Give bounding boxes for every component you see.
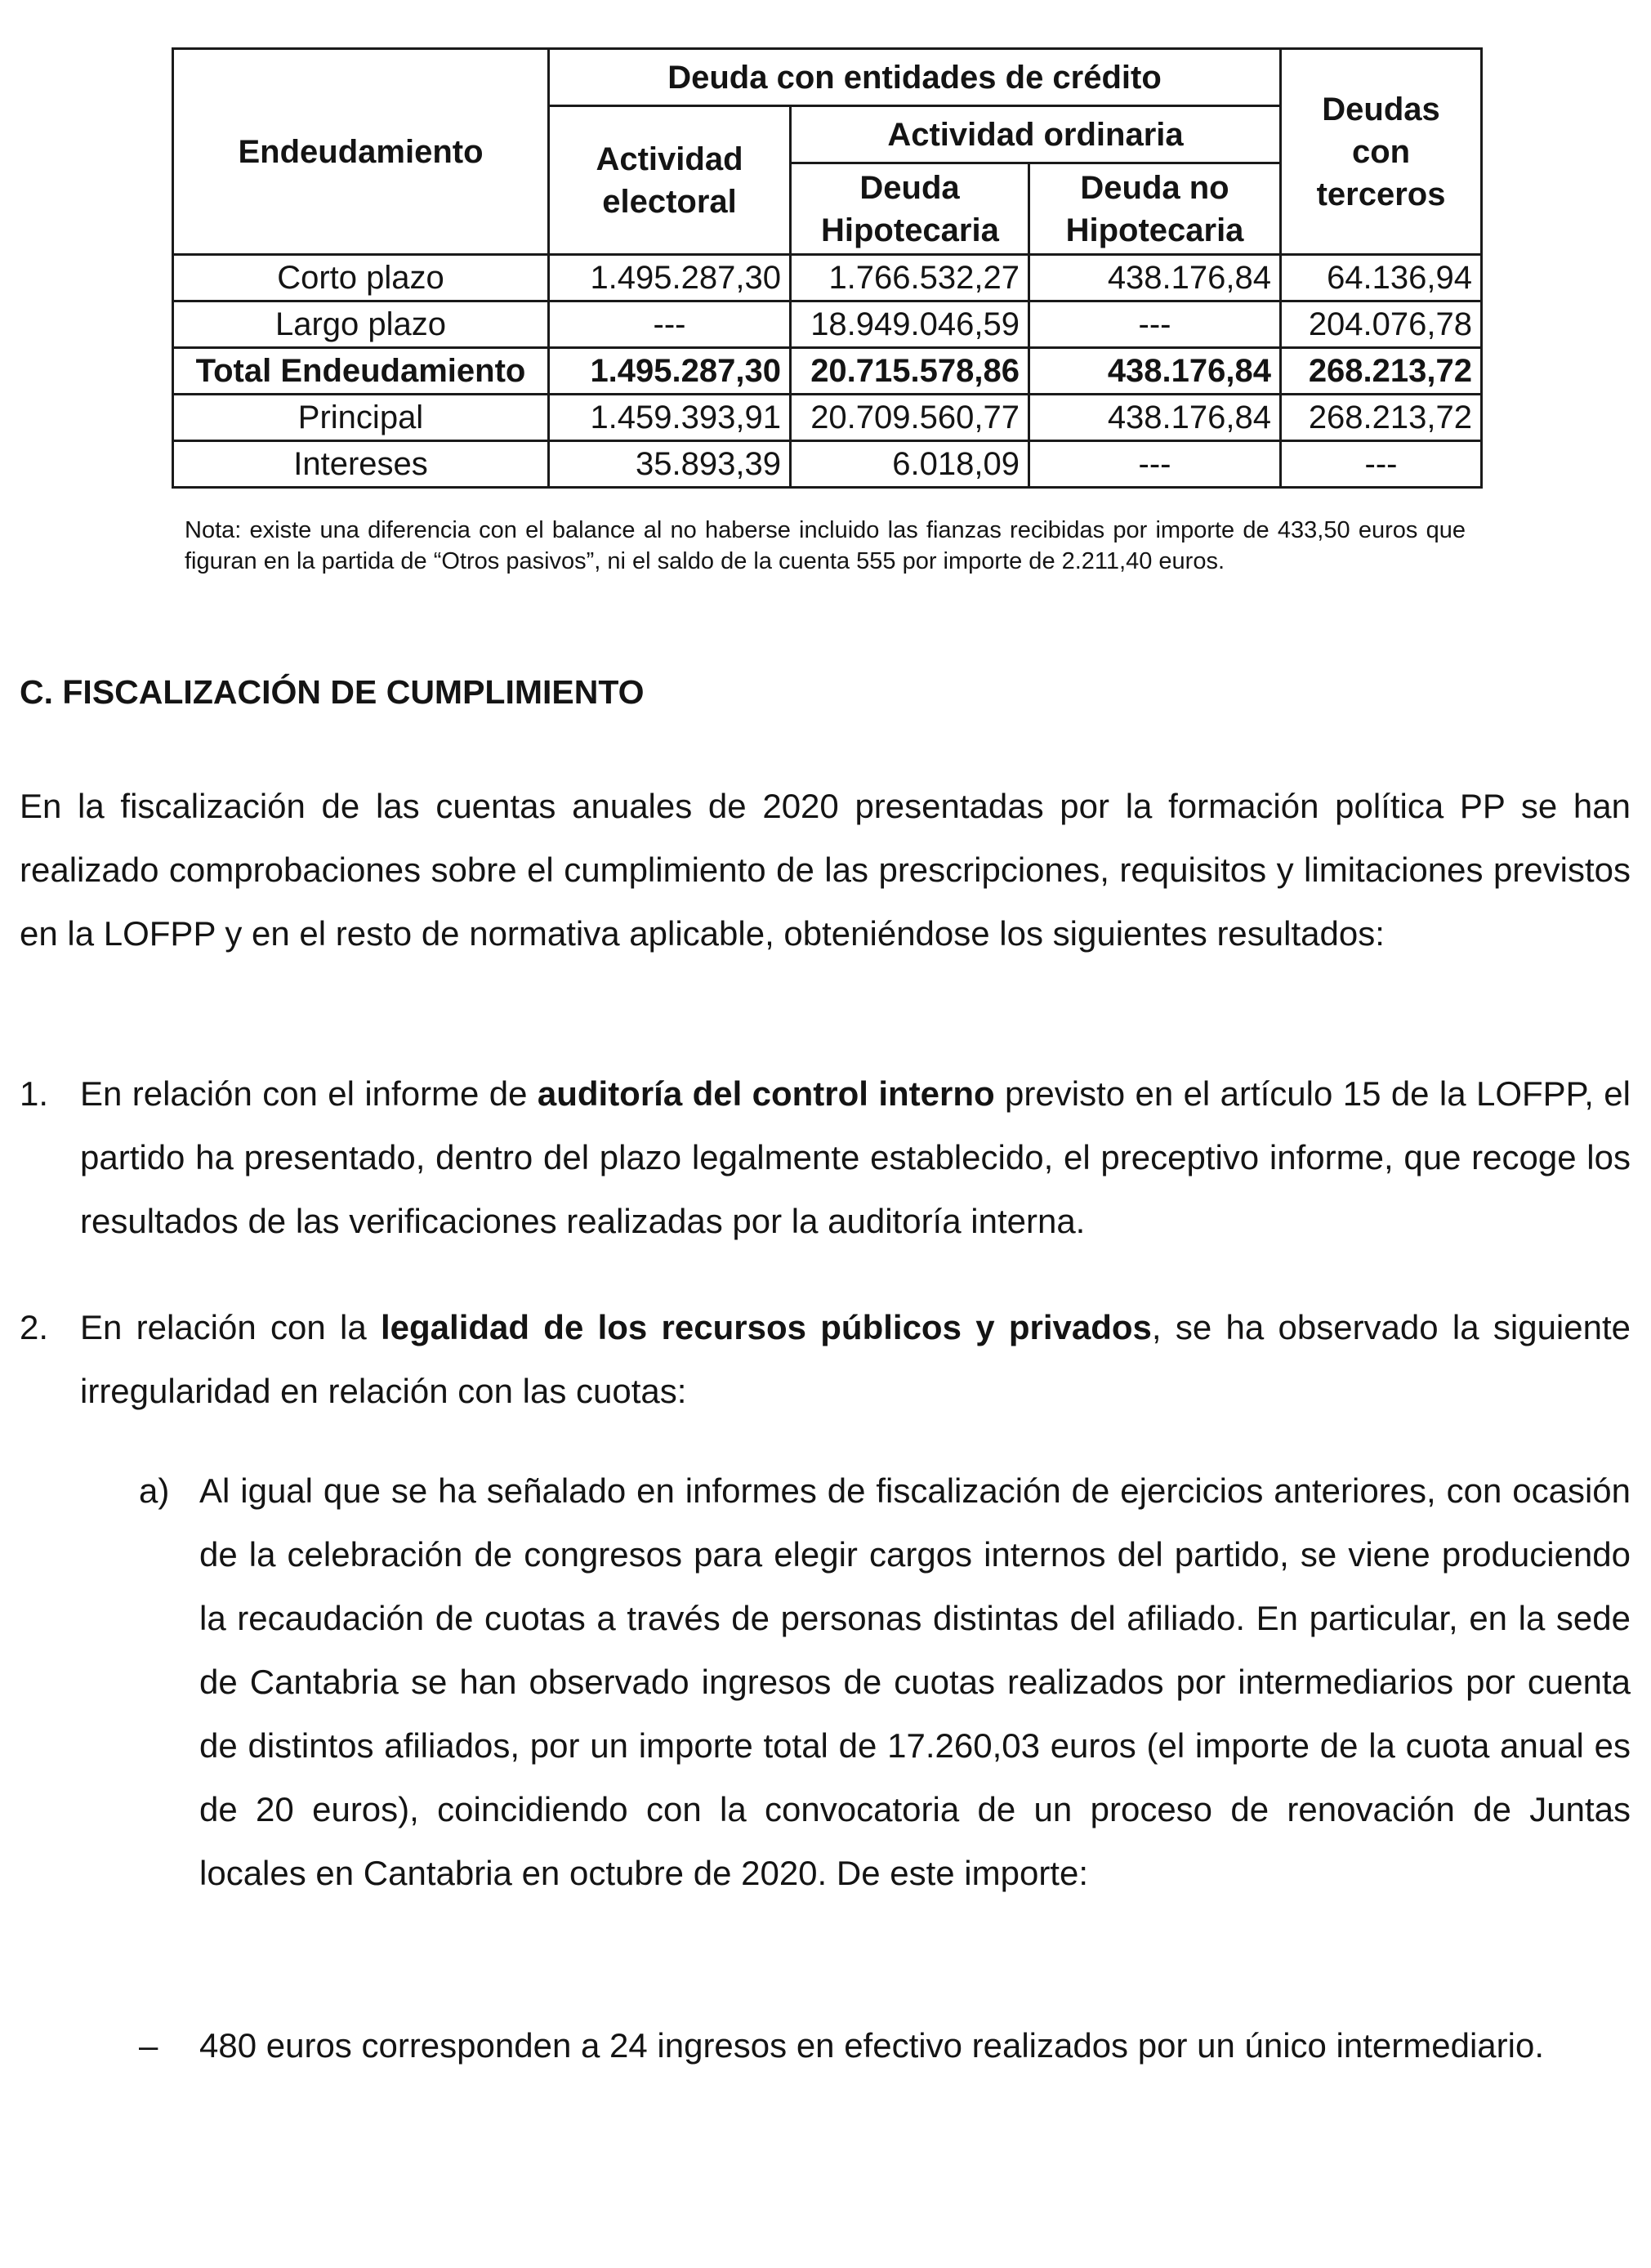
list-marker: a) [139,1471,170,1510]
list-item-text: 480 euros corresponden a 24 ingresos en efectivo realizados por un único intermediario. [199,2026,1544,2065]
cell-electoral: 35.893,39 [549,441,791,488]
header-deuda-entidades: Deuda con entidades de crédito [549,49,1281,106]
cell-no-hipotecaria: --- [1029,301,1281,348]
list-item-dash [139,2014,1631,2145]
cell-electoral: 1.459.393,91 [549,395,791,441]
cell-terceros: 64.136,94 [1281,255,1482,301]
list-item-2 [20,1296,1631,1426]
cell-electoral: 1.495.287,30 [549,348,791,395]
bold-text: legalidad de los recursos públicos y privados [380,1308,1152,1346]
list-item-a [139,1459,1631,1974]
text-run: previsto en el artículo 15 de la LOFPP, el partido ha presentado, dentro del plazo legalmente establecido, el preceptivo informe, que recoge los resultados de las verificaciones realizadas por la auditoría interna. [80,1074,1631,1240]
section-heading: C. FISCALIZACIÓN DE CUMPLIMIENTO [20,673,645,711]
header-deudas-terceros: Deudas con terceros [1281,49,1482,255]
cell-terceros: 204.076,78 [1281,301,1482,348]
cell-hipotecaria: 18.949.046,59 [791,301,1029,348]
list-marker: 1. [20,1074,49,1113]
list-marker: 2. [20,1308,49,1346]
list-item-text [80,1296,1631,1423]
table-row-total [173,348,1482,395]
table-note: Nota: existe una diferencia con el balance al no haberse incluido las fianzas recibidas por importe de 433,50 euros que figuran en la partida de “Otros pasivos”, ni el saldo de la cuenta 555 por importe de 2.211,40 euros. [185,517,1466,574]
text-run: En relación con el informe de [80,1074,538,1113]
cell-hipotecaria: 1.766.532,27 [791,255,1029,301]
row-label: Principal [173,395,549,441]
row-label: Corto plazo [173,255,549,301]
list-item-text [80,1062,1631,1253]
text-run: En relación con la [80,1308,381,1346]
row-label: Largo plazo [173,301,549,348]
cell-electoral: --- [549,301,791,348]
row-label: Intereses [173,441,549,488]
header-deuda-hipotecaria: Deuda Hipotecaria [791,163,1029,255]
list-item-text: Al igual que se ha señalado en informes de fiscalización de ejercicios anteriores, con ocasión de la celebración de congresos para elegir cargos internos del partido, se viene produciendo la recaudación de cuotas a través de personas distintas del afiliado. En particular, en la sede de Cantabria se han observado ingresos de cuotas realizados por intermediarios por cuenta de distintos afiliados, por un importe total de 17.260,03 euros (el importe de la cuota anual es de 20 euros), coincidiendo con la convocatoria de un proceso de renovación de Juntas locales en Cantabria en octubre de 2020. De este importe: [199,1471,1631,1892]
header-deuda-no-hipotecaria: Deuda no Hipotecaria [1029,163,1281,255]
header-endeudamiento: Endeudamiento [173,49,549,255]
table-row [173,395,1482,441]
cell-no-hipotecaria: 438.176,84 [1029,395,1281,441]
cell-hipotecaria: 6.018,09 [791,441,1029,488]
table-row [173,301,1482,348]
header-actividad-electoral: Actividad electoral [549,106,791,255]
text-run: , se ha observado la siguiente irregularidad en relación con las cuotas: [80,1308,1631,1410]
header-actividad-ordinaria: Actividad ordinaria [791,106,1281,163]
table-row [173,441,1482,488]
cell-hipotecaria: 20.709.560,77 [791,395,1029,441]
cell-terceros: 268.213,72 [1281,348,1482,395]
cell-no-hipotecaria: 438.176,84 [1029,255,1281,301]
cell-terceros: 268.213,72 [1281,395,1482,441]
list-item-1 [20,1062,1631,1258]
cell-terceros: --- [1281,441,1482,488]
bold-text: auditoría del control interno [537,1074,995,1113]
row-label: Total Endeudamiento [173,348,549,395]
cell-hipotecaria: 20.715.578,86 [791,348,1029,395]
cell-no-hipotecaria: --- [1029,441,1281,488]
cell-electoral: 1.495.287,30 [549,255,791,301]
table-row [173,255,1482,301]
intro-paragraph: En la fiscalización de las cuentas anuales de 2020 presentadas por la formación política PP se han realizado comprobaciones sobre el cumplimiento de las prescripciones, requisitos y limitaciones previstos en la LOFPP y en el resto de normativa aplicable, obteniéndose los siguientes resultados: [20,787,1631,953]
debt-table [172,47,1483,489]
dash-marker: – [139,2026,158,2065]
cell-no-hipotecaria: 438.176,84 [1029,348,1281,395]
